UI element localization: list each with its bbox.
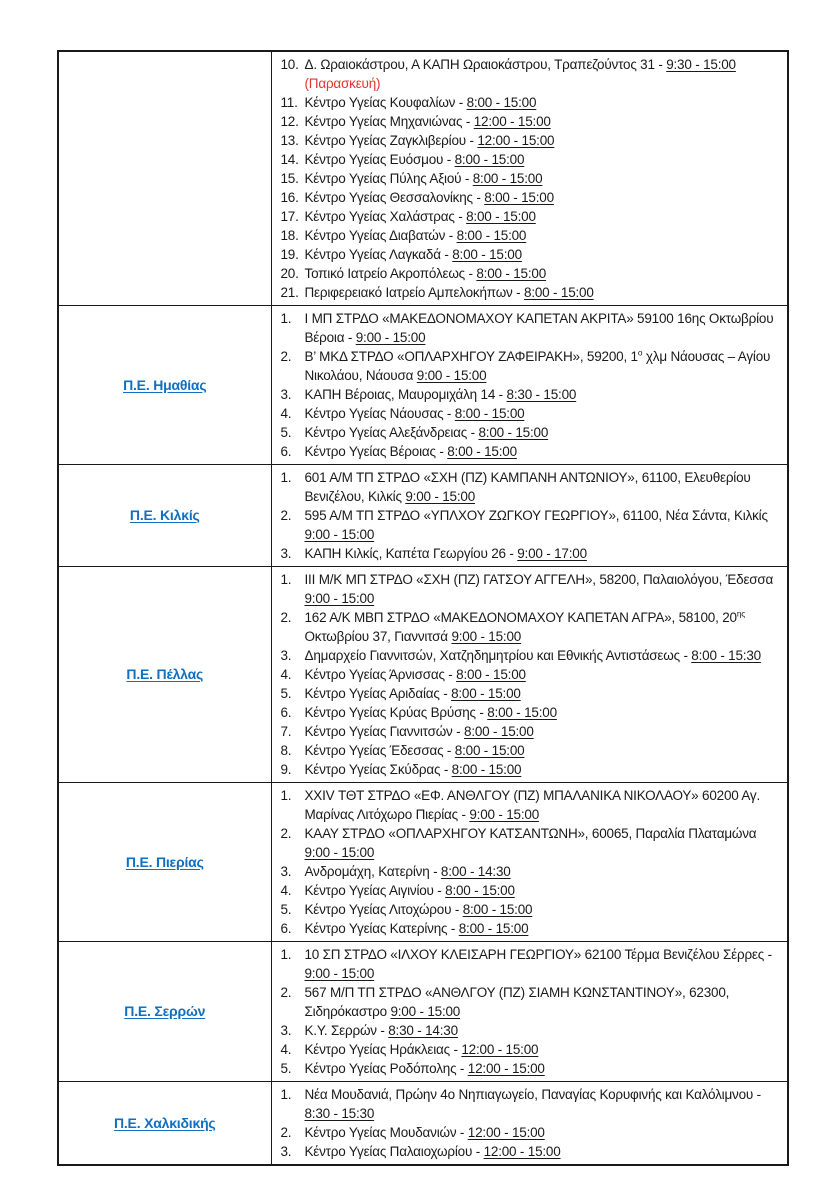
list-item xyxy=(281,423,782,442)
list-item xyxy=(281,1059,782,1078)
time-range: 8:00 - 15:00 xyxy=(451,762,522,777)
item-number: 3. xyxy=(280,648,292,663)
list-item xyxy=(281,741,782,760)
entry-text: Κέντρο Υγείας Κρύας Βρύσης - xyxy=(304,705,488,720)
facility-entry xyxy=(305,150,782,169)
time-range: 12:00 - 15:00 xyxy=(467,1125,545,1140)
item-number: 15. xyxy=(280,171,299,186)
facility-entry xyxy=(305,983,782,1021)
item-number: 20. xyxy=(280,266,299,281)
list-item xyxy=(281,786,782,824)
facility-entry xyxy=(305,131,782,150)
table-row xyxy=(58,51,788,306)
item-number: 7. xyxy=(280,724,292,739)
entry-text: Κέντρο Υγείας Κουφαλίων - xyxy=(304,95,467,110)
facility-entry xyxy=(305,900,782,919)
table-row xyxy=(58,942,788,1082)
entry-text: Κέντρο Υγείας Νάουσας - xyxy=(304,406,455,421)
entry-text: XXIV ΤΘΤ ΣΤΡΔΟ «ΕΦ. ΑΝΘΛΓΟΥ (ΠΖ) ΜΠΑΛΑΝΙΚΑ ΝΙΚΟΛΑΟΥ» 60200 Αγ. Μαρίνας Λιτόχωρο Πιερίας - xyxy=(304,788,761,822)
item-number: 12. xyxy=(280,114,299,129)
region-link[interactable]: Π.Ε. Χαλκιδικής xyxy=(113,1114,216,1131)
entry-text: ΚΑΠΗ Βέροιας, Μαυρομιχάλη 14 - xyxy=(304,387,507,402)
entry-text: Κέντρο Υγείας Κατερίνης - xyxy=(304,921,459,936)
entry-text: Κέντρο Υγείας Ροδόπολης - xyxy=(304,1061,468,1076)
list-item xyxy=(281,570,782,608)
item-number: 5. xyxy=(280,686,292,701)
facility-list-cell xyxy=(271,51,788,306)
table-row xyxy=(58,567,788,783)
facility-list-cell xyxy=(271,465,788,567)
time-range: 8:00 - 15:00 xyxy=(484,190,554,205)
list-item xyxy=(281,150,782,169)
list-item xyxy=(281,646,782,665)
entry-text: 10 ΣΠ ΣΤΡΔΟ «ΙΛΧΟΥ ΚΛΕΙΣΑΡΗ ΓΕΩΡΓΙΟΥ» 62100 Τέρμα Βενιζέλου Σέρρες - xyxy=(304,947,772,962)
entry-text: Κέντρο Υγείας Διαβατών - xyxy=(304,228,457,243)
facility-entry xyxy=(305,1142,782,1161)
item-number: 1. xyxy=(280,311,292,326)
holiday-note: (Παρασκευή) xyxy=(304,76,381,91)
facility-entry xyxy=(305,741,782,760)
time-range: 9:00 - 15:00 xyxy=(304,527,375,542)
facility-entry xyxy=(305,1085,782,1123)
entry-text: Δημαρχείο Γιαννιτσών, Χατζηδημητρίου και Εθνικής Αντιστάσεως - xyxy=(304,648,692,663)
time-range: 9:00 - 15:00 xyxy=(304,591,375,606)
list-item xyxy=(281,608,782,646)
time-range: 8:30 - 15:00 xyxy=(506,387,577,402)
list-item xyxy=(281,347,782,385)
time-range: 8:00 - 15:00 xyxy=(487,705,557,720)
time-range: 8:00 - 15:00 xyxy=(456,228,527,243)
time-range: 9:00 - 15:00 xyxy=(355,330,426,345)
time-range: 12:00 - 15:00 xyxy=(483,1144,561,1159)
time-range: 8:00 - 15:30 xyxy=(691,648,761,663)
entry-text: Κέντρο Υγείας Χαλάστρας - xyxy=(304,209,467,224)
facility-entry xyxy=(305,760,782,779)
facility-entry xyxy=(305,309,782,347)
list-item xyxy=(281,983,782,1021)
item-number: 5. xyxy=(280,902,292,917)
list-item xyxy=(281,188,782,207)
list-item xyxy=(281,404,782,423)
entry-text: ΙΙΙ Μ/Κ ΜΠ ΣΤΡΔΟ «ΣΧΗ (ΠΖ) ΓΑΤΣΟΥ ΑΓΓΕΛΗ», 58200, Παλαιολόγου, Έδεσσα xyxy=(304,572,774,587)
item-number: 21. xyxy=(280,285,299,300)
region-cell xyxy=(58,51,271,306)
time-range: 8:00 - 15:00 xyxy=(454,406,525,421)
facility-entry xyxy=(305,245,782,264)
item-number: 18. xyxy=(280,228,299,243)
entry-text: Κέντρο Υγείας Αλεξάνδρειας - xyxy=(304,425,479,440)
time-range: 12:00 - 15:00 xyxy=(473,114,551,129)
item-number: 2. xyxy=(280,826,292,841)
item-number: 4. xyxy=(280,667,292,682)
region-link[interactable]: Π.Ε. Ημαθίας xyxy=(123,376,207,393)
region-cell xyxy=(58,942,271,1082)
item-number: 16. xyxy=(280,190,299,205)
facility-entry xyxy=(305,786,782,824)
facility-entry xyxy=(305,169,782,188)
entry-text: Κέντρο Υγείας Γιαννιτσών - xyxy=(304,724,465,739)
list-item xyxy=(281,665,782,684)
table-row xyxy=(58,1082,788,1166)
entry-text: Κέντρο Υγείας Έδεσσας - xyxy=(304,743,455,758)
region-link[interactable]: Π.Ε. Κιλκίς xyxy=(129,507,200,523)
item-number: 17. xyxy=(280,209,299,224)
facility-entry xyxy=(305,1059,782,1078)
entry-text: ΚΑΠΗ Κιλκίς, Καπέτα Γεωργίου 26 - xyxy=(304,546,518,561)
facility-entry xyxy=(305,404,782,423)
list-item xyxy=(281,468,782,506)
list-item xyxy=(281,207,782,226)
entry-text: Κέντρο Υγείας Μηχανιώνας - xyxy=(304,114,474,129)
entry-text: 595 Α/Μ ΤΠ ΣΤΡΔΟ «ΥΠΛΧΟΥ ΖΩΓΚΟΥ ΓΕΩΡΓΙΟΥ», 61100, Νέα Σάντα, Κιλκίς xyxy=(304,508,768,523)
time-range: 8:00 - 15:00 xyxy=(456,667,526,682)
facility-entry xyxy=(305,283,782,302)
facility-entry xyxy=(305,55,782,93)
item-number: 4. xyxy=(280,883,292,898)
item-number: 11. xyxy=(280,95,298,110)
item-number: 4. xyxy=(280,406,292,421)
facility-entry xyxy=(305,468,782,506)
region-link[interactable]: Π.Ε. Πέλλας xyxy=(126,666,204,682)
list-item xyxy=(281,919,782,938)
item-number: 1. xyxy=(280,470,292,485)
facility-entry xyxy=(305,347,782,385)
list-item xyxy=(281,881,782,900)
time-range: 8:00 - 15:00 xyxy=(476,266,547,281)
list-item xyxy=(281,945,782,983)
item-number: 6. xyxy=(280,705,292,720)
list-item xyxy=(281,1021,782,1040)
table-body xyxy=(58,51,788,1165)
list-item xyxy=(281,226,782,245)
region-cell xyxy=(58,567,271,783)
entry-text: Ι ΜΠ ΣΤΡΔΟ «ΜΑΚΕΔΟΝΟΜΑΧΟΥ ΚΑΠΕΤΑΝ ΑΚΡΙΤΑ» 59100 16ης Οκτωβρίου Βέροια - xyxy=(304,311,774,345)
list-item xyxy=(281,169,782,188)
table-row xyxy=(58,465,788,567)
entry-text: Δ. Ωραιοκάστρου, Α ΚΑΠΗ Ωραιοκάστρου, Τραπεζούντος 31 - xyxy=(304,57,667,72)
list-item xyxy=(281,309,782,347)
time-range: 8:00 - 15:00 xyxy=(464,724,534,739)
item-number: 3. xyxy=(280,387,292,402)
entry-text: Κέντρο Υγείας Σκύδρας - xyxy=(304,762,452,777)
entry-text: Κέντρο Υγείας Ηράκλειας - xyxy=(304,1042,462,1057)
superscript: ης xyxy=(736,608,746,619)
entry-text: Β’ ΜΚΔ ΣΤΡΔΟ «ΟΠΛΑΡΧΗΓΟΥ ΖΑΦΕΙΡΑΚΗ», 59200, 1 xyxy=(304,349,638,364)
entry-text: Κέντρο Υγείας Λαγκαδά - xyxy=(304,247,453,262)
time-range: 8:30 - 14:30 xyxy=(388,1023,458,1038)
facility-entry xyxy=(305,570,782,608)
facility-entry xyxy=(305,1040,782,1059)
entry-text: Ανδρομάχη, Κατερίνη - xyxy=(304,864,441,879)
facility-entry xyxy=(305,862,782,881)
table-row xyxy=(58,306,788,465)
facility-list-cell xyxy=(271,783,788,942)
entry-text: Κέντρο Υγείας Αιγινίου - xyxy=(304,883,446,898)
item-number: 3. xyxy=(280,1023,292,1038)
facility-entry xyxy=(305,824,782,862)
item-number: 2. xyxy=(280,1125,292,1140)
facility-entry xyxy=(305,506,782,544)
time-range: 9:00 - 15:00 xyxy=(451,629,522,644)
time-range: 12:00 - 15:00 xyxy=(467,1061,545,1076)
item-number: 1. xyxy=(280,947,292,962)
item-number: 4. xyxy=(280,1042,292,1057)
list-item xyxy=(281,264,782,283)
list-item xyxy=(281,1142,782,1161)
item-number: 2. xyxy=(280,610,292,625)
entry-text: Κέντρο Υγείας Λιτοχώρου - xyxy=(304,902,463,917)
list-item xyxy=(281,506,782,544)
entry-text: Τοπικό Ιατρείο Ακροπόλεως - xyxy=(304,266,477,281)
item-number: 1. xyxy=(280,572,292,587)
facility-entry xyxy=(305,442,782,461)
entry-text: Κέντρο Υγείας Μουδανιών - xyxy=(304,1125,468,1140)
list-item xyxy=(281,112,782,131)
entry-text: Κέντρο Υγείας Παλαιοχωρίου - xyxy=(304,1144,484,1159)
facility-entry xyxy=(305,1021,782,1040)
facility-entry xyxy=(305,722,782,741)
facility-entry xyxy=(305,703,782,722)
entry-text: 601 Α/Μ ΤΠ ΣΤΡΔΟ «ΣΧΗ (ΠΖ) ΚΑΜΠΑΝΗ ΑΝΤΩΝΙΟΥ», 61100, Ελευθερίου Βενιζέλου, Κιλκίς xyxy=(304,470,751,504)
region-link[interactable]: Π.Ε. Πιερίας xyxy=(125,853,204,870)
entry-text: Κέντρο Υγείας Πύλης Αξιού - xyxy=(304,171,473,186)
time-range: 8:30 - 15:30 xyxy=(304,1106,375,1121)
time-range: 8:00 - 15:00 xyxy=(451,686,521,701)
time-range: 9:00 - 15:00 xyxy=(304,966,375,981)
time-range: 9:00 - 15:00 xyxy=(390,1004,461,1019)
time-range: 9:30 - 15:00 xyxy=(666,57,736,72)
item-number: 8. xyxy=(280,743,292,758)
item-number: 1. xyxy=(280,1087,292,1102)
list-item xyxy=(281,1123,782,1142)
entry-text: 567 Μ/Π ΤΠ ΣΤΡΔΟ «ΑΝΘΛΓΟΥ (ΠΖ) ΣΙΑΜΗ ΚΩΝΣΤΑΝΤΙΝΟΥ», 62300, Σιδηρόκαστρο xyxy=(304,985,730,1019)
entry-text: Κέντρο Υγείας Βέροιας - xyxy=(304,444,448,459)
facility-entry xyxy=(305,881,782,900)
item-number: 6. xyxy=(280,444,292,459)
time-range: 9:00 - 15:00 xyxy=(469,807,540,822)
facility-entry xyxy=(305,544,782,563)
time-range: 8:00 - 15:00 xyxy=(472,171,543,186)
superscript: ο xyxy=(637,347,643,358)
facility-entry xyxy=(305,423,782,442)
time-range: 8:00 - 15:00 xyxy=(462,902,533,917)
list-item xyxy=(281,722,782,741)
region-link[interactable]: Π.Ε. Σερρών xyxy=(124,1003,206,1019)
entry-text: Κ.Υ. Σερρών - xyxy=(304,1023,389,1038)
list-item xyxy=(281,442,782,461)
time-range: 9:00 - 17:00 xyxy=(517,546,587,561)
item-number: 13. xyxy=(280,133,299,148)
facility-entry xyxy=(305,646,782,665)
time-range: 8:00 - 14:30 xyxy=(440,864,511,879)
facility-entry xyxy=(305,919,782,938)
facility-entry xyxy=(305,1123,782,1142)
facility-list-cell xyxy=(271,567,788,783)
time-range: 8:00 - 15:00 xyxy=(452,247,522,262)
vaccination-sites-schedule-table xyxy=(57,50,789,1166)
time-range: 8:00 - 15:00 xyxy=(524,285,594,300)
time-range: 8:00 - 15:00 xyxy=(466,95,537,110)
facility-entry xyxy=(305,385,782,404)
time-range: 9:00 - 15:00 xyxy=(304,845,375,860)
time-range: 8:00 - 15:00 xyxy=(458,921,529,936)
time-range: 8:00 - 15:00 xyxy=(447,444,517,459)
facility-entry xyxy=(305,665,782,684)
time-range: 12:00 - 15:00 xyxy=(477,133,555,148)
time-range: 8:00 - 15:00 xyxy=(454,152,525,167)
table-row xyxy=(58,783,788,942)
list-item xyxy=(281,283,782,302)
region-cell xyxy=(58,1082,271,1166)
time-range: 8:00 - 15:00 xyxy=(466,209,536,224)
item-number: 19. xyxy=(280,247,299,262)
entry-text: ΚΑΑΥ ΣΤΡΔΟ «ΟΠΛΑΡΧΗΓΟΥ ΚΑΤΣΑΝΤΩΝΗ», 60065, Παραλία Πλαταμώνα xyxy=(304,826,757,841)
facility-list-cell xyxy=(271,306,788,465)
entry-text: χλμ Νάουσας – Αγίου Νικολάου, Νάουσα xyxy=(304,349,771,383)
item-number: 10. xyxy=(280,57,299,72)
facility-entry xyxy=(305,207,782,226)
facility-entry xyxy=(305,945,782,983)
facility-entry xyxy=(305,684,782,703)
item-number: 3. xyxy=(280,546,292,561)
list-item xyxy=(281,900,782,919)
item-number: 3. xyxy=(280,1144,292,1159)
list-item xyxy=(281,131,782,150)
entry-text: Κέντρο Υγείας Αριδαίας - xyxy=(304,686,452,701)
entry-text: Κέντρο Υγείας Ζαγκλιβερίου - xyxy=(304,133,478,148)
list-item xyxy=(281,1085,782,1123)
facility-entry xyxy=(305,226,782,245)
list-item xyxy=(281,824,782,862)
facility-entry xyxy=(305,608,782,646)
facility-entry xyxy=(305,188,782,207)
list-item xyxy=(281,1040,782,1059)
item-number: 2. xyxy=(280,508,292,523)
list-item xyxy=(281,93,782,112)
item-number: 5. xyxy=(280,1061,292,1076)
list-item xyxy=(281,245,782,264)
item-number: 9. xyxy=(280,762,292,777)
facility-entry xyxy=(305,93,782,112)
list-item xyxy=(281,760,782,779)
item-number: 2. xyxy=(280,985,292,1000)
item-number: 1. xyxy=(280,788,292,803)
item-number: 3. xyxy=(280,864,292,879)
entry-text: 162 Α/Κ ΜΒΠ ΣΤΡΔΟ «ΜΑΚΕΔΟΝΟΜΑΧΟΥ ΚΑΠΕΤΑΝ ΑΓΡΑ», 58100, 20 xyxy=(304,610,737,625)
list-item xyxy=(281,703,782,722)
region-cell xyxy=(58,306,271,465)
entry-text: Οκτωβρίου 37, Γιαννιτσά xyxy=(304,629,452,644)
item-number: 6. xyxy=(280,921,292,936)
facility-list-cell xyxy=(271,1082,788,1166)
time-range: 8:00 - 15:00 xyxy=(445,883,515,898)
entry-text: Νέα Μουδανιά, Πρώην 4ο Νηπιαγωγείο, Παναγίας Κορυφινής και Καλόλιμνου - xyxy=(304,1087,761,1102)
list-item xyxy=(281,544,782,563)
list-item xyxy=(281,862,782,881)
time-range: 12:00 - 15:00 xyxy=(461,1042,539,1057)
time-range: 8:00 - 15:00 xyxy=(454,743,525,758)
time-range: 9:00 - 15:00 xyxy=(405,489,475,504)
entry-text: Κέντρο Υγείας Θεσσαλονίκης - xyxy=(304,190,485,205)
list-item xyxy=(281,684,782,703)
item-number: 5. xyxy=(280,425,292,440)
time-range: 9:00 - 15:00 xyxy=(416,368,487,383)
entry-text: Περιφερειακό Ιατρείο Αμπελοκήπων - xyxy=(304,285,525,300)
region-cell xyxy=(58,783,271,942)
region-cell xyxy=(58,465,271,567)
item-number: 2. xyxy=(280,349,292,364)
facility-list-cell xyxy=(271,942,788,1082)
list-item xyxy=(281,385,782,404)
time-range: 8:00 - 15:00 xyxy=(478,425,549,440)
list-item xyxy=(281,55,782,93)
entry-text: Κέντρο Υγείας Άρνισσας - xyxy=(304,667,457,682)
item-number: 14. xyxy=(280,152,299,167)
entry-text: Κέντρο Υγείας Ευόσμου - xyxy=(304,152,455,167)
facility-entry xyxy=(305,112,782,131)
facility-entry xyxy=(305,264,782,283)
